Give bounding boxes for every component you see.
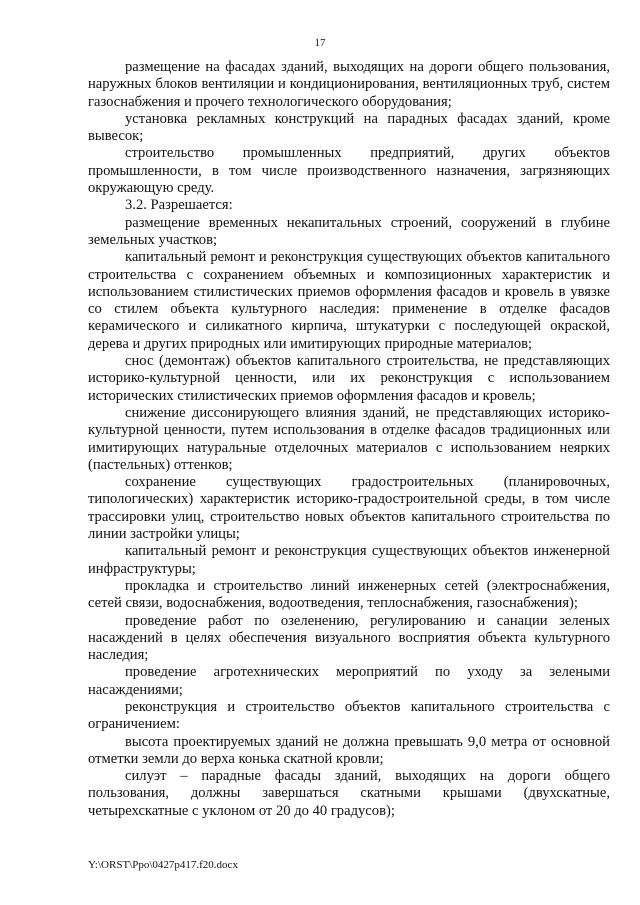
paragraph-advertising-restriction: установка рекламных конструкций на парадных фасадах зданий, кроме вывесок; <box>88 110 610 145</box>
document-body <box>88 59 610 820</box>
paragraph-dissonance-reduction: снижение диссонирующего влияния зданий, не представляющих историко-культурной ценности, путем использования в отделке фасадов традиционных или имитирующих натуральные отделочных материалов с использованием неярких (пастельных) оттенков; <box>88 404 610 473</box>
paragraph-demolition: снос (демонтаж) объектов капитального строительства, не представляющих историко-культурной ценности, или их реконструкция с использованием исторических стилистических приемов оформления фасадов и кровель; <box>88 353 610 404</box>
paragraph-temporary-structures: размещение временных некапитальных строений, сооружений в глубине земельных участков; <box>88 214 610 248</box>
paragraph-capital-repair: капитальный ремонт и реконструкция существующих объектов капитального строительства с сохранением объемных и композиционных характеристик и использованием стилистических приемов оформления фасадов и кровель в увязке со стилем объекта культурного наследия: применение в отделке фасадов керамического и силикатного кирпича, штукатурки с последующей окраской, дерева и других природных или имитирующих природные материалов; <box>88 249 610 352</box>
paragraph-infrastructure-repair: капитальный ремонт и реконструкция существующих объектов инженерной инфраструктуры; <box>88 543 610 577</box>
paragraph-height-limit: высота проектируемых зданий не должна превышать 9,0 метра от основной отметки земли до верха конька скатной кровли; <box>88 733 610 767</box>
paragraph-industrial-restriction: строительство промышленных предприятий, других объектов промышленности, в том числе производственного назначения, загрязняющих окружающую среду. <box>88 145 610 197</box>
page-number: 17 <box>314 37 326 49</box>
section-heading-permitted: 3.2. Разрешается: <box>125 197 233 214</box>
paragraph-urban-preservation: сохранение существующих градостроительных (планировочных, типологических) характеристик историко-градостроительной среды, в том числе трассировки улиц, строительство новых объектов капитального строительства по линии застройки улицы; <box>88 474 610 543</box>
paragraph-reconstruction-limits: реконструкция и строительство объектов капитального строительства с ограничением: <box>88 698 610 733</box>
file-path-footer: Y:\ORST\Ppo\0427p417.f20.docx <box>88 859 238 871</box>
paragraph-silhouette: силуэт – парадные фасады зданий, выходящих на дороги общего пользования, должны завершаться скатными крышами (двухскатные, четырехскатные с уклоном от 20 до 40 градусов); <box>88 768 610 819</box>
paragraph-agrotechnical: проведение агротехнических мероприятий по уходу за зелеными насаждениями; <box>88 664 610 698</box>
paragraph-placement-restriction: размещение на фасадах зданий, выходящих на дороги общего пользования, наружных блоков вентиляции и кондиционирования, вентиляционных труб, систем газоснабжения и прочего технологического оборудования; <box>88 59 610 110</box>
paragraph-landscaping: проведение работ по озеленению, регулированию и санации зеленых насаждений в целях обеспечения визуального восприятия объекта культурного наследия; <box>88 612 610 664</box>
paragraph-utility-networks: прокладка и строительство линий инженерных сетей (электроснабжения, сетей связи, водоснабжения, водоотведения, теплоснабжения, газоснабжения); <box>88 577 610 612</box>
